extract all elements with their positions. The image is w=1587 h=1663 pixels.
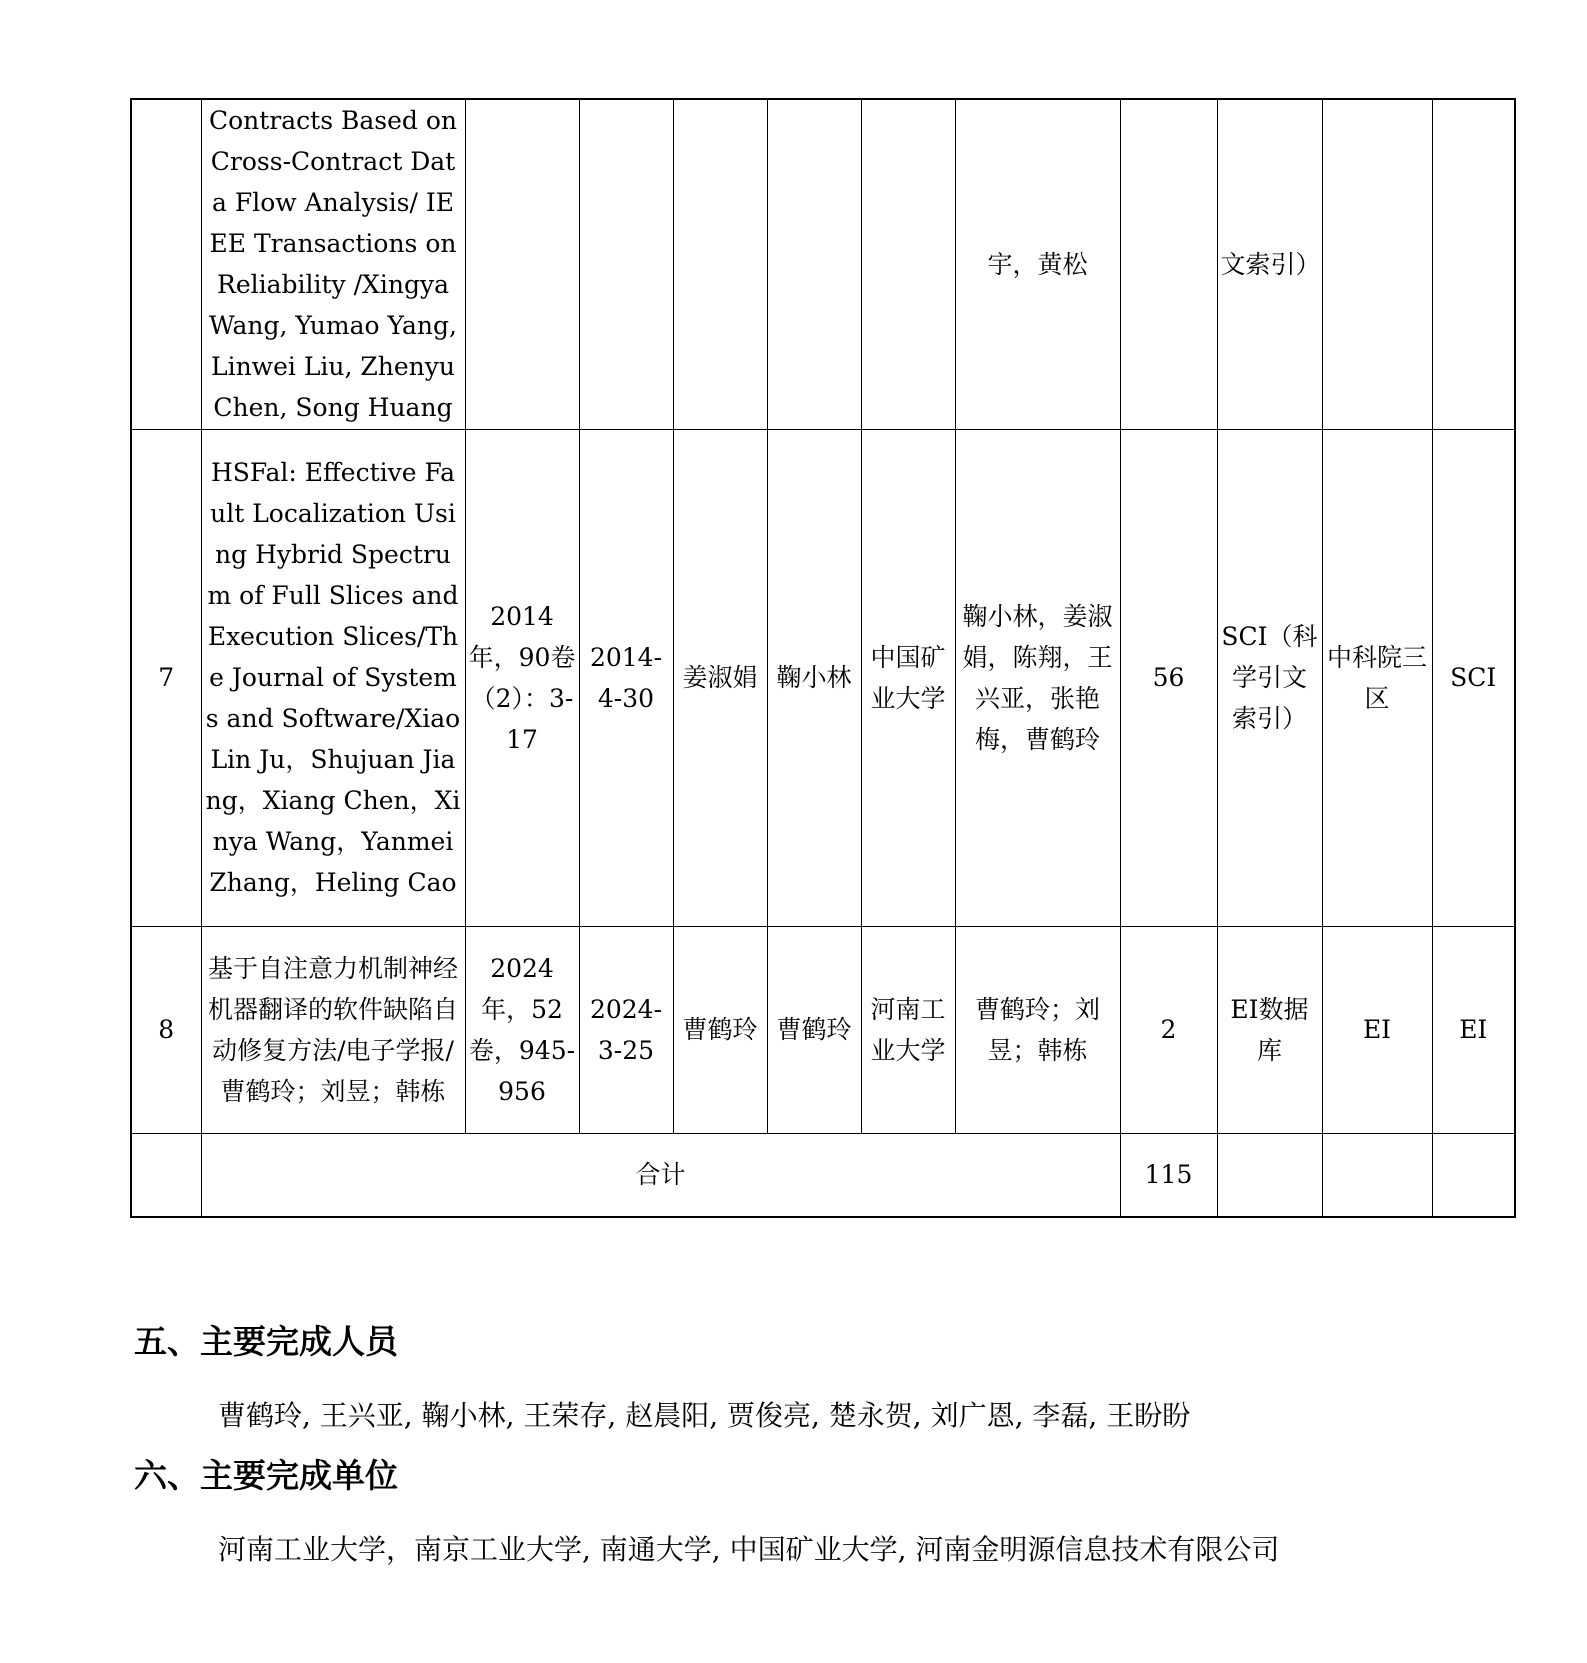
affiliation: 中国矿业大学 bbox=[861, 429, 955, 926]
citation-count: 2 bbox=[1120, 926, 1217, 1133]
index-database: SCI（科学引文索引） bbox=[1217, 429, 1322, 926]
affiliation bbox=[861, 99, 955, 429]
row-number: 7 bbox=[131, 429, 201, 926]
first-author: 姜淑娟 bbox=[673, 429, 767, 926]
publish-date: 2024-3-25 bbox=[579, 926, 673, 1133]
paper-title: Contracts Based on Cross-Contract Data Flow Analysis/ IEEE Transactions on Reliability /Xingya Wang, Yumao Yang, Linwei Liu, Zhenyu Chen, Song Huang bbox=[201, 99, 465, 429]
total-value: 115 bbox=[1120, 1133, 1217, 1217]
all-authors: 宇，黄松 bbox=[955, 99, 1120, 429]
paper-title: 基于自注意力机制神经机器翻译的软件缺陷自动修复方法/电子学报/曹鹤玲；刘昱；韩栋 bbox=[201, 926, 465, 1133]
table-row bbox=[131, 99, 1515, 429]
table-row bbox=[131, 926, 1515, 1133]
journal-zone: EI bbox=[1322, 926, 1432, 1133]
affiliation: 河南工业大学 bbox=[861, 926, 955, 1133]
citation-count: 56 bbox=[1120, 429, 1217, 926]
journal-zone: 中科院三区 bbox=[1322, 429, 1432, 926]
total-label: 合计 bbox=[201, 1133, 1120, 1217]
publish-date: 2014-4-30 bbox=[579, 429, 673, 926]
corresponding-author: 鞠小林 bbox=[767, 429, 861, 926]
index-database: EI数据库 bbox=[1217, 926, 1322, 1133]
paper-title: HSFal: Effective Fault Localization Using Hybrid Spectrum of Full Slices and Execution Slices/The Journal of Systems and Software/XiaoLin Ju，Shujuan Jiang，Xiang Chen，Xinya Wang，Yanmei Zhang，Heling Cao bbox=[201, 429, 465, 926]
total-row bbox=[131, 1133, 1515, 1217]
first-author bbox=[673, 99, 767, 429]
section-5-content: 曹鹤玲, 王兴亚, 鞠小林, 王荣存, 赵晨阳, 贾俊亮, 楚永贺, 刘广恩, 李磊, 王盼盼 bbox=[218, 1399, 1191, 1432]
corresponding-author: 曹鹤玲 bbox=[767, 926, 861, 1133]
paper-table bbox=[130, 98, 1516, 1218]
total-blank-cell bbox=[1322, 1133, 1432, 1217]
publish-date bbox=[579, 99, 673, 429]
citation-count bbox=[1120, 99, 1217, 429]
publication-info bbox=[465, 99, 579, 429]
index-database: 文索引） bbox=[1217, 99, 1322, 429]
row-number: 8 bbox=[131, 926, 201, 1133]
all-authors: 曹鹤玲；刘昱；韩栋 bbox=[955, 926, 1120, 1133]
publication-info: 2014年，90卷（2）：3-17 bbox=[465, 429, 579, 926]
paper-type bbox=[1432, 99, 1515, 429]
section-5-heading: 五、主要完成人员 bbox=[134, 1322, 398, 1361]
corresponding-author bbox=[767, 99, 861, 429]
paper-type: EI bbox=[1432, 926, 1515, 1133]
row-number bbox=[131, 99, 201, 429]
journal-zone bbox=[1322, 99, 1432, 429]
table-row bbox=[131, 429, 1515, 926]
total-blank-cell bbox=[1432, 1133, 1515, 1217]
total-blank-cell bbox=[1217, 1133, 1322, 1217]
total-blank-cell bbox=[131, 1133, 201, 1217]
section-6-heading: 六、主要完成单位 bbox=[134, 1456, 398, 1495]
all-authors: 鞠小林，姜淑娟，陈翔，王兴亚，张艳梅，曹鹤玲 bbox=[955, 429, 1120, 926]
publication-info: 2024年，52卷，945-956 bbox=[465, 926, 579, 1133]
first-author: 曹鹤玲 bbox=[673, 926, 767, 1133]
section-6-content: 河南工业大学，南京工业大学, 南通大学, 中国矿业大学, 河南金明源信息技术有限公司 bbox=[218, 1533, 1280, 1566]
paper-type: SCI bbox=[1432, 429, 1515, 926]
